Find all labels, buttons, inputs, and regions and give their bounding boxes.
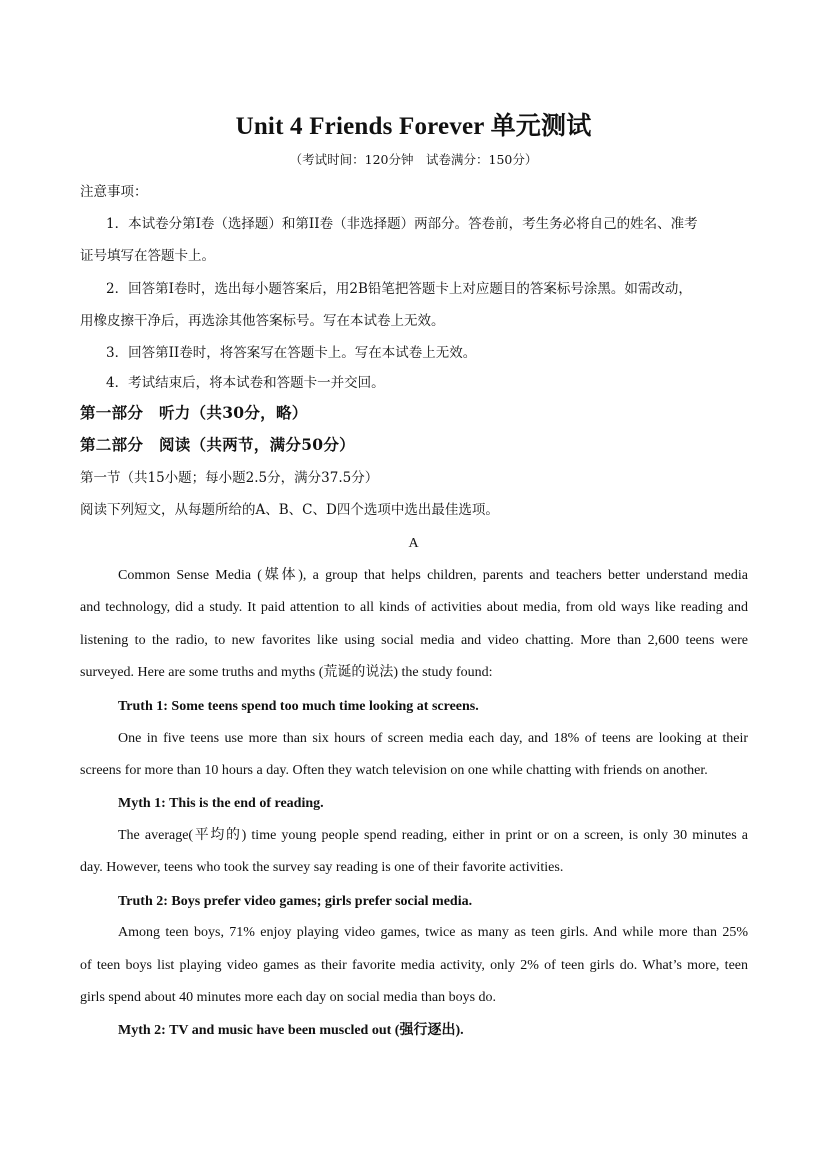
notice-heading: 注意事项： [80, 184, 148, 200]
passage-line: The average(平均的) time young people spend reading, either in print or on a screen, is only 30 minutes a [118, 828, 748, 843]
passage-line: Common Sense Media (媒体), a group that helps children, parents and teachers better understand media [118, 568, 748, 583]
notice-item-2: 2．回答第I卷时，选出每小题答案后，用2B铅笔把答题卡上对应题目的答案标号涂黑。如需改动， [106, 281, 692, 297]
notice-item-3: 3．回答第II卷时，将答案写在答题卡上。写在本试卷上无效。 [106, 345, 477, 361]
myth-2-heading: Myth 2: TV and music have been muscled out (强行逐出). [118, 1023, 464, 1038]
myth-1-heading: Myth 1: This is the end of reading. [118, 796, 324, 811]
notice-item-1: 1．本试卷分第I卷（选择题）和第II卷（非选择题）两部分。答卷前，考生务必将自己的姓名、准考 [106, 216, 698, 232]
passage-line: listening to the radio, to new favorites like using social media and video chatting. More than 2,600 teens were [80, 633, 748, 648]
part-one-heading: 第一部分 听力（共30分，略） [80, 403, 308, 422]
page-title: Unit 4 Friends Forever 单元测试 [235, 113, 592, 140]
passage-line: Among teen boys, 71% enjoy playing video games, twice as many as teen girls. And while more than 25% [118, 925, 748, 940]
passage-line: One in five teens use more than six hours of screen media each day, and 18% of teens are looking at their [118, 731, 748, 746]
passage-line: day. However, teens who took the survey say reading is one of their favorite activities. [80, 860, 564, 875]
exam-info: （考试时间：120分钟 试卷满分：150分） [289, 152, 538, 167]
passage-line: and technology, did a study. It paid attention to all kinds of activities about media, from old ways like reading and [80, 600, 748, 615]
reading-instruction: 阅读下列短文，从每题所给的A、B、C、D四个选项中选出最佳选项。 [80, 502, 499, 518]
passage-line: screens for more than 10 hours a day. Often they watch television on one while chatting with friends on another. [80, 763, 708, 778]
passage-line: of teen boys list playing video games as their favorite media activity, only 2% of teen girls do. What’s more, teen [80, 958, 748, 973]
passage-line: girls spend about 40 minutes more each day on social media than boys do. [80, 990, 497, 1005]
notice-item-4: 4．考试结束后，将本试卷和答题卡一并交回。 [106, 375, 385, 391]
notice-item-2-cont: 用橡皮擦干净后，再选涂其他答案标号。写在本试卷上无效。 [80, 313, 445, 329]
passage-label: A [408, 536, 419, 551]
truth-1-heading: Truth 1: Some teens spend too much time looking at screens. [118, 699, 479, 714]
notice-item-1-cont: 证号填写在答题卡上。 [80, 248, 215, 264]
section-one-heading: 第一节（共15小题；每小题2.5分，满分37.5分） [80, 470, 379, 486]
passage-line: surveyed. Here are some truths and myths (荒诞的说法) the study found: [80, 665, 493, 680]
truth-2-heading: Truth 2: Boys prefer video games; girls prefer social media. [118, 894, 473, 909]
part-two-heading: 第二部分 阅读（共两节，满分50分） [80, 435, 355, 454]
